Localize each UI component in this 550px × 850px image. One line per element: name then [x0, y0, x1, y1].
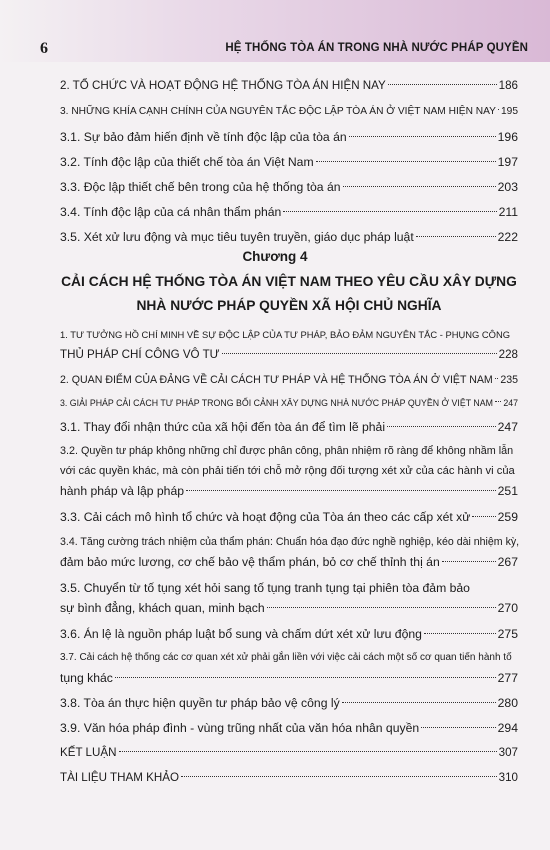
toc-entry: 2. QUAN ĐIỂM CỦA ĐẢNG VỀ CẢI CÁCH TƯ PHÁP VÀ HỆ THỐNG TÒA ÁN Ở VIỆT NAM 235 — [60, 374, 518, 386]
toc-entry: 3.1. Sự bảo đảm hiến định về tính độc lập của tòa án 196 — [60, 130, 518, 144]
toc-entry: 3.8. Tòa án thực hiện quyền tư pháp bảo vệ công lý 280 — [60, 696, 518, 710]
toc-entry: 3.5. Chuyển từ tố tụng xét hỏi sang tố tụng tranh tụng tại phiên tòa đảm bảo sự bình đẳng, khách quan, minh bạch 270 — [60, 581, 518, 615]
toc-entry: 3.6. Án lệ là nguồn pháp luật bổ sung và chấm dứt xét xử lưu động 275 — [60, 627, 518, 641]
toc-entry: 3. GIẢI PHÁP CẢI CÁCH TƯ PHÁP TRONG BỐI CẢNH XÂY DỰNG NHÀ NƯỚC PHÁP QUYỀN Ở VIỆT NAM 247 — [60, 398, 518, 408]
chapter-title-line2: NHÀ NƯỚC PHÁP QUYỀN XÃ HỘI CHỦ NGHĨA — [136, 298, 442, 313]
toc-entry: 3.2. Quyền tư pháp không những chỉ được phân công, phân nhiệm rõ ràng để không nhầm lẫn với các quyền khác, mà còn phải tiến tới chỗ mở rộng đối tượng xét xử của các hành vi của hành pháp và lập pháp 251 — [60, 445, 518, 498]
toc-entry: 3.4. Tính độc lập của cá nhân thẩm phán 211 — [60, 205, 518, 219]
page-header — [0, 0, 550, 62]
chapter-number: Chương 4 — [242, 249, 308, 264]
chapter-title-line1: CẢI CÁCH HỆ THỐNG TÒA ÁN VIỆT NAM THEO YÊU CẦU XÂY DỰNG — [61, 274, 517, 289]
toc-entry: 3.9. Văn hóa pháp đình - vùng trũng nhất của văn hóa nhân quyền 294 — [60, 721, 518, 735]
page-number: 6 — [40, 40, 48, 57]
toc-entry: KẾT LUẬN 307 — [60, 746, 518, 759]
toc-entry: 3.2. Tính độc lập của thiết chế tòa án Việt Nam 197 — [60, 155, 518, 169]
toc-entry: 3. NHỮNG KHÍA CẠNH CHÍNH CỦA NGUYÊN TẮC ĐỘC LẬP TÒA ÁN Ở VIỆT NAM HIỆN NAY 195 — [60, 106, 518, 117]
toc-entry: 1. TƯ TƯỞNG HỒ CHÍ MINH VỀ SỰ ĐỘC LẬP CỦA TƯ PHÁP, BẢO ĐẢM NGUYÊN TẮC - PHỤNG CÔNG THỦ PHÁP CHÍ CÔNG VÔ TƯ 228 — [60, 329, 518, 361]
toc-entry: 3.4. Tăng cường trách nhiệm của thẩm phán: Chuẩn hóa đạo đức nghề nghiệp, kéo dài nhiệm kỳ, đảm bảo mức lương, cơ chế bảo vệ thẩm phán, bỏ cơ chế thỉnh thị án 267 — [60, 536, 520, 569]
toc-entry: 3.3. Cải cách mô hình tổ chức và hoạt động của Tòa án theo các cấp xét xử 259 — [60, 510, 518, 524]
toc-entry: 3.1. Thay đổi nhận thức của xã hội đến tòa án để tìm lẽ phải 247 — [60, 420, 518, 434]
toc-entry: 3.5. Xét xử lưu động và mục tiêu tuyên truyền, giáo dục pháp luật 222 — [60, 230, 518, 244]
toc-entry: 2. TỔ CHỨC VÀ HOẠT ĐỘNG HỆ THỐNG TÒA ÁN HIỆN NAY 186 — [60, 79, 518, 92]
toc-entry: 3.3. Độc lập thiết chế bên trong của hệ thống tòa án 203 — [60, 180, 518, 194]
toc-entry: 3.7. Cải cách hệ thống các cơ quan xét xử phải gắn liền với việc cải cách một số cơ quan tiến hành tố tụng khác 277 — [60, 652, 518, 685]
running-title: HỆ THỐNG TÒA ÁN TRONG NHÀ NƯỚC PHÁP QUYỀN — [225, 42, 528, 54]
toc-entry: TÀI LIỆU THAM KHẢO 310 — [60, 771, 518, 784]
